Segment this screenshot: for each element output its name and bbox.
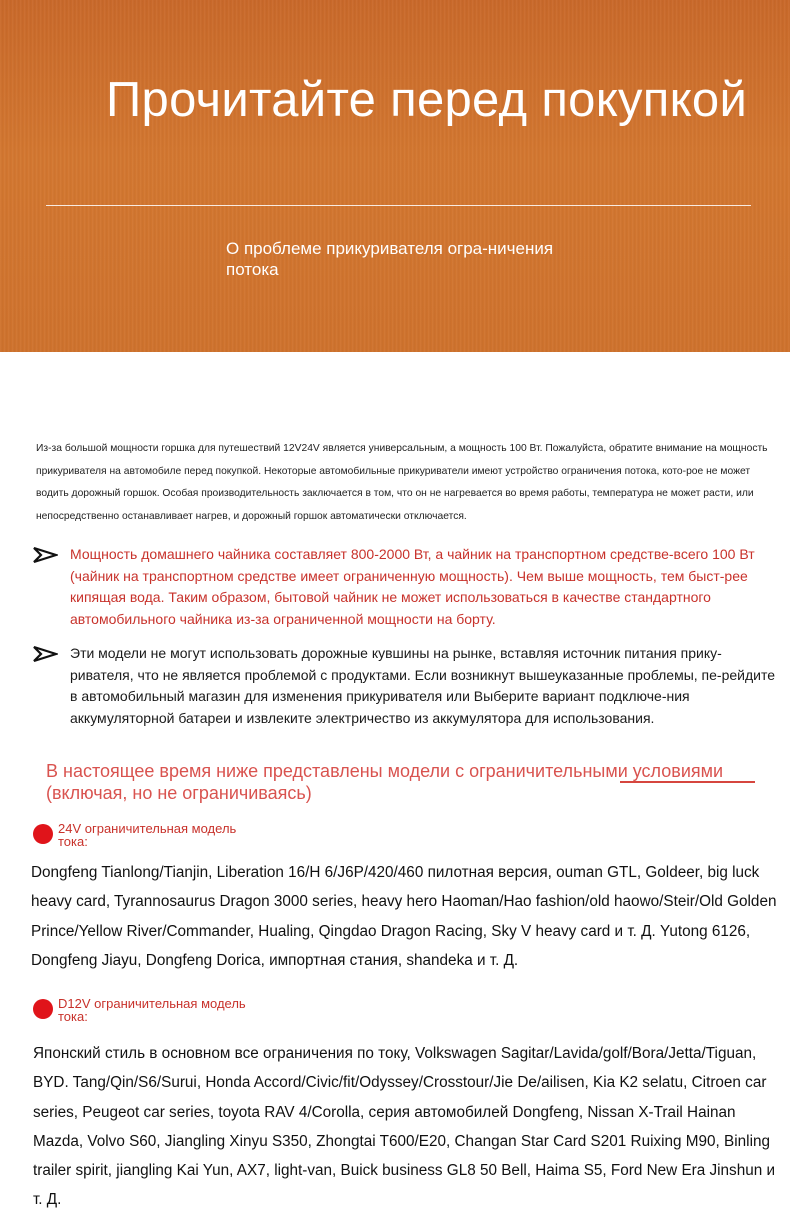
models-heading: В настоящее время ниже представлены модели с ограничительными условиями (включая, но не ограничиваясь) (46, 761, 724, 803)
arrow-icon (32, 546, 58, 564)
red-dot-icon (33, 824, 53, 844)
header-banner (0, 0, 790, 352)
intro-paragraph: Из-за большой мощности горшка для путешествий 12V24V является универсальным, а мощность 100 Вт. Пожалуйста, обратите внимание на мощность прикуривателя на автомобиле перед покупкой. Некоторые автомобильные прикуриватели имеют устройство ограничения потока, кото-рое не может водить дорожный горшок. Особая производительность заключается в том, что он не нагревается во время работы, температура не может расти, или непосредственно останавливает нагрев, и дорожный горшок автоматически отключается. (36, 443, 768, 522)
bullet-text: Эти модели не могут использовать дорожные кувшины на рынке, вставляя источник питания прику-ривателя, что не является проблемой с продуктами. Если возникнут вышеуказанные проблемы, пе-рейдите в автомобильный магазин для изменения прикуривателя или Выберите вариант подключе-ния аккумуляторной батареи и извлеките электричество из аккумулятора для использования. (70, 645, 776, 726)
banner-subtitle: О проблеме прикуривателя огра-ничения потока (226, 239, 554, 279)
page-title: Прочитайте перед покупкой (106, 73, 748, 127)
models-list-24v: Dongfeng Tianlong/Tianjin, Liberation 16/H 6/J6P/420/460 пилотная версия, ouman GTL, Goldeer, big luck heavy card, Tyrannosaurus Dragon 3000 series, heavy hero Haoman/Hao fashion/old haowo/Steir/Old Golden Prince/Yellow River/Commander, Hualing, Qingdao Dragon Racing, Sky V heavy card и т. Д. Yutong 6126, Dongfeng Jiayu, Dongfeng Dorica, импортная стания, shandeka и т. Д. (31, 864, 777, 969)
heading-underline (620, 781, 755, 783)
arrow-icon (32, 645, 58, 663)
models-list-12v: Японский стиль в основном все ограничения по току, Volkswagen Sagitar/Lavida/golf/Bora/Jetta/Tiguan, BYD. Tang/Qin/S6/Surui, Honda Accord/Civic/fit/Odyssey/Crosstour/Jie De/ailisen, Kia K2 selatu, Citroen car series, Peugeot car series, toyota RAV 4/Corolla, серия автомобилей Dongfeng, Nissan X-Trail Hainan Mazda, Volvo S60, Jiangling Xinyu S350, Zhongtai T600/E20, Changan Star Card S201 Ruixing M90, Binling trailer spirit, jiangling Kai Yun, AX7, light-van, Buick business GL8 50 Bell, Haima S5, Ford New Era Jinshun и т. Д. (33, 1045, 776, 1209)
bullet-text: Мощность домашнего чайника составляет 800-2000 Вт, а чайник на транспортном средстве-всего 100 Вт (чайник на транспортном средстве имеет ограниченную мощность). Чем выше мощность, тем быст-рее кипящая вода. Таким образом, бытовой чайник не может использоваться в качестве стандартного автомобильного чайника из-за ограниченной мощности на борту. (70, 546, 755, 627)
red-dot-icon (33, 999, 53, 1019)
banner-divider (46, 205, 751, 206)
